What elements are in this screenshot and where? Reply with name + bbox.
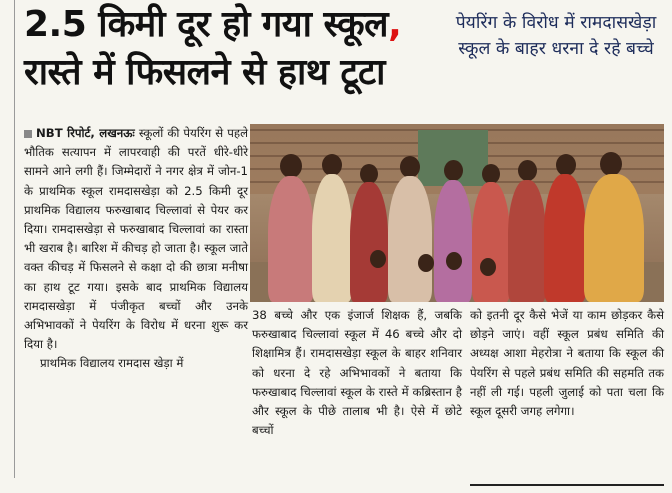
byline-text: NBT रिपोर्ट, लखनऊः <box>36 126 135 140</box>
photo-person <box>322 154 342 176</box>
photo-person <box>268 176 314 302</box>
article-column-2: 38 बच्चे और एक इंजार्ज शिक्षक हैं, जबकि फरुखाबाद चिल्लावां स्कूल में 46 बच्चे और दो शिक्षामित्र हैं। रामदासखेड़ा स्कूल के बाहर शनिवार को धरना दे रहे अभिभावकों ने बताया कि फरुखाबाद चिल्लावां स्कूल के रास्ते में कब्रिस्तान है और स्कूल के पीछे तालाब भी है। ऐसे में छोटे बच्चों <box>252 308 462 438</box>
byline-square-icon <box>24 130 32 138</box>
headline <box>24 6 444 92</box>
photo-person <box>370 250 386 268</box>
photo-person <box>482 164 500 184</box>
photo-person <box>600 152 622 176</box>
article-col1-para2: प्राथमिक विद्यालय रामदास खेड़ा में <box>40 356 184 371</box>
photo-person <box>312 174 352 302</box>
photo-person <box>434 180 472 302</box>
article-column-1 <box>24 124 248 374</box>
photo-person <box>400 156 420 178</box>
photo-person <box>556 154 576 176</box>
photo-person <box>472 182 510 302</box>
photo-person <box>360 164 378 184</box>
bottom-rule <box>470 484 664 486</box>
photo-person <box>418 254 434 272</box>
photo-person <box>388 176 432 302</box>
photo-person <box>480 258 496 276</box>
photo-person <box>280 154 302 178</box>
photo-person <box>544 174 586 302</box>
photo-person <box>350 182 388 302</box>
headline-line-1-text: 2.5 किमी दूर हो गया स्कूल <box>24 4 389 45</box>
headline-line-1 <box>24 6 444 44</box>
photo-caption: पेयरिंग के विरोध में रामदासखेड़ा स्कूल के बाहर धरना दे रहे बच्चे <box>455 13 657 60</box>
headline-line-2: रास्ते में फिसलने से हाथ टूटा <box>24 51 385 93</box>
photo-person <box>508 180 546 302</box>
photo-person <box>518 160 537 181</box>
photo-person <box>444 160 463 181</box>
photo-person <box>584 174 644 302</box>
news-photo <box>250 124 664 302</box>
byline <box>24 126 135 140</box>
photo-person <box>446 252 462 270</box>
headline-comma: , <box>388 4 402 45</box>
article-lead-text: स्कूलों की पेयरिंग से पहले भौतिक सत्यापन में लापरवाही की परतें धीरे-धीरे सामने आने लगी हैं। जिम्मेदारों ने नगर क्षेत्र में जोन-1 के प्राथमिक स्कूल रामदासखेड़ा को 2.5 किमी दूर प्राथमिक विद्यालय फरुखाबाद चिल्लावां से पेयर कर दिया। रामदासखेड़ा से फरुखाबाद चिल्लावां का रास्ता भी खराब है। बारिश में कीचड़ हो जाता है। स्कूल जाते वक्त कीचड़ में फिसलने से कक्षा दो की छात्रा मनीषा का हाथ टूट गया। इसके बाद प्राथमिक विद्यालय रामदासखेड़ा में पंजीकृत बच्चों और उनके अभिभावकों ने पेयरिंग के विरोध में धरना शुरू कर दिया है। <box>24 126 248 352</box>
article-column-3: को इतनी दूर कैसे भेजें या काम छोड़कर कैसे छोड़ने जाएं। वहीं स्कूल प्रबंध समिति की अध्यक्ष आशा मेहरोत्रा ने बताया कि स्कूल की पेयरिंग से पहले प्रबंध समिति की सहमति तक नहीं ली गई। पहली जुलाई को पता चला कि स्कूल दूसरी जगह लगेगा। <box>470 308 664 419</box>
